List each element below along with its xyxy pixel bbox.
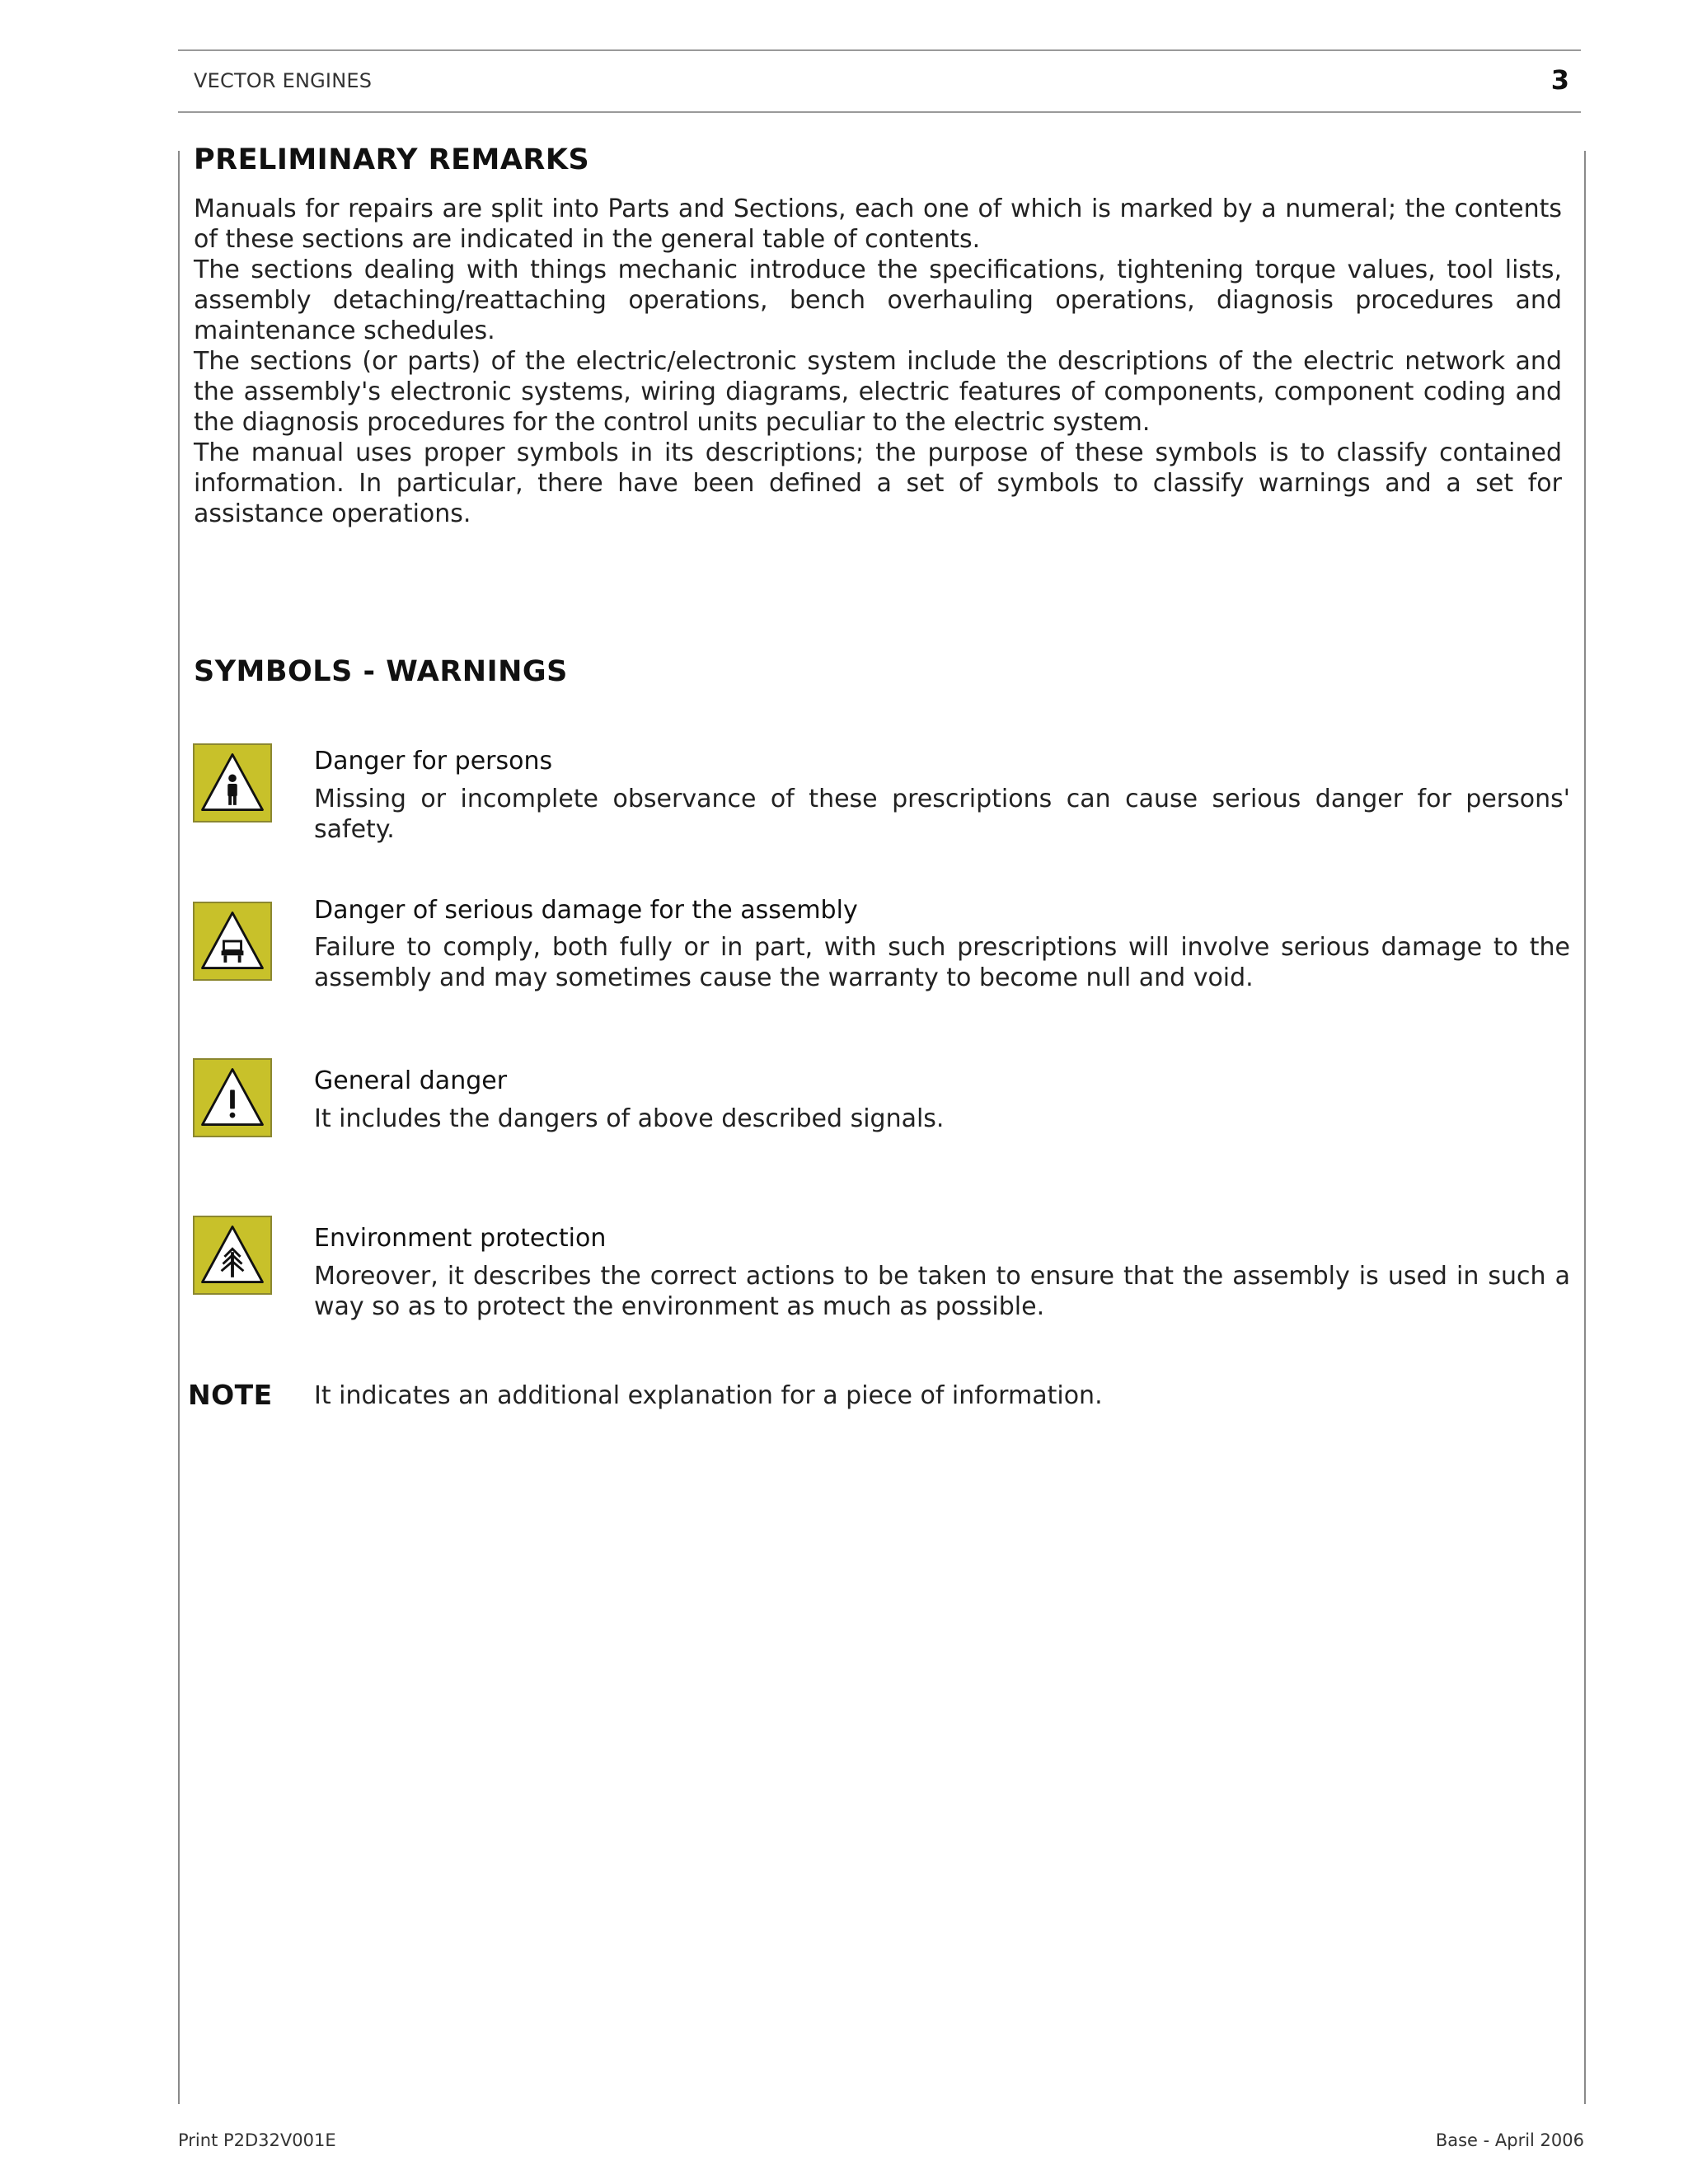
- general-danger-title: General danger: [314, 1066, 508, 1095]
- page-number: 3: [1550, 64, 1569, 96]
- general-danger-icon: [193, 1058, 272, 1137]
- remarks-paragraph: Manuals for repairs are split into Parts and Sections, each one of which is marked by a numeral; the contents of these sections are indicated in the general table of contents.: [194, 194, 1562, 254]
- remarks-paragraph: The sections dealing with things mechanic introduce the specifications, tightening torque values, tool lists, assembly detaching/reattaching operations, bench overhauling operations, diagnosis procedures and maintenance schedules.: [194, 255, 1562, 345]
- danger-assembly-icon: [193, 902, 272, 981]
- symbols-warnings-heading: SYMBOLS - WARNINGS: [194, 655, 568, 688]
- danger-persons-text: Missing or incomplete observance of these prescriptions can cause serious danger for persons' safety.: [314, 785, 1570, 844]
- header-bottom-rule: [178, 111, 1581, 113]
- environment-protection-text: Moreover, it describes the correct actions to be taken to ensure that the assembly is used in such a way so as to protect the environment as much as possible.: [314, 1262, 1570, 1321]
- danger-persons-icon: [193, 743, 272, 823]
- environment-protection-icon: [193, 1216, 272, 1295]
- header-top-rule: [178, 49, 1581, 51]
- remarks-paragraph: The manual uses proper symbols in its descriptions; the purpose of these symbols is to classify contained information. In particular, there have been defined a set of symbols to classify warnings and a set for assistance operations.: [194, 438, 1562, 528]
- footer-edition: Base - April 2006: [1435, 2130, 1584, 2150]
- danger-assembly-title: Danger of serious damage for the assembly: [314, 896, 858, 925]
- environment-protection-title: Environment protection: [314, 1224, 607, 1253]
- footer-print-code: Print P2D32V001E: [178, 2130, 336, 2150]
- remarks-paragraph: The sections (or parts) of the electric/electronic system include the descriptions of the electric network and the assembly's electronic systems, wiring diagrams, electric features of components, component coding and the diagnosis procedures for the control units peculiar to the electric system.: [194, 347, 1562, 437]
- left-margin-line: [178, 151, 180, 2104]
- header-title: VECTOR ENGINES: [194, 69, 373, 92]
- preliminary-remarks-body: [194, 194, 1562, 529]
- right-margin-line: [1584, 151, 1586, 2104]
- general-danger-text: It includes the dangers of above described signals.: [314, 1104, 945, 1133]
- note-text: It indicates an additional explanation for a piece of information.: [314, 1381, 1103, 1410]
- danger-persons-title: Danger for persons: [314, 747, 553, 776]
- danger-assembly-text: Failure to comply, both fully or in part, with such prescriptions will involve serious damage to the assembly and may sometimes cause the warranty to become null and void.: [314, 933, 1570, 992]
- preliminary-remarks-heading: PRELIMINARY REMARKS: [194, 143, 590, 176]
- note-label: NOTE: [188, 1379, 273, 1411]
